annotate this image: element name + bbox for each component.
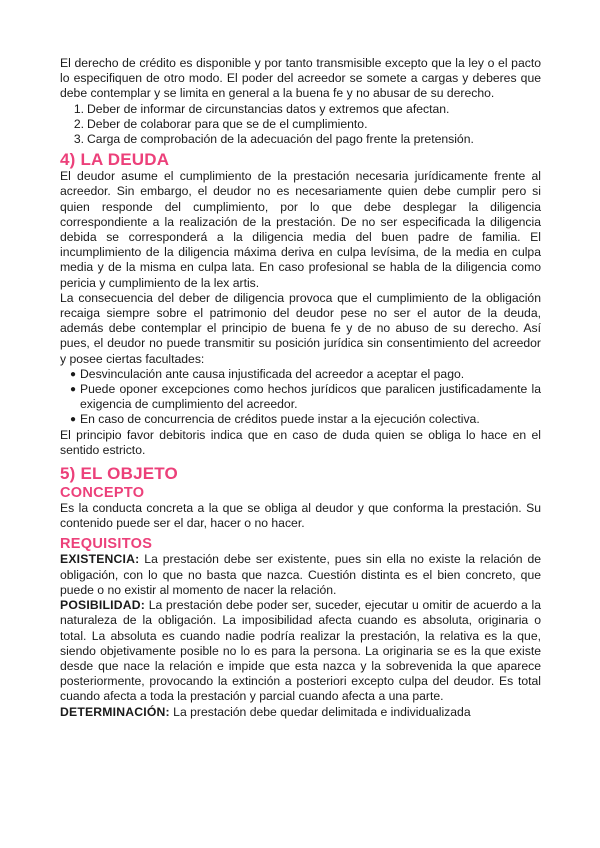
list-item bbox=[70, 382, 541, 412]
list-text: Deber de informar de circunstancias datos y extremos que afectan. bbox=[87, 101, 450, 116]
requisito-label: EXISTENCIA: bbox=[60, 552, 140, 567]
list-item bbox=[70, 412, 541, 427]
debtor-faculties-list bbox=[60, 367, 541, 428]
list-text: Carga de comprobación de la adecuación del pago frente la pretensión. bbox=[87, 132, 474, 147]
requisito-text: La prestación debe quedar delimitada e individualizada bbox=[169, 704, 471, 719]
requisito-existencia bbox=[60, 552, 541, 598]
bullet-icon: ● bbox=[70, 414, 77, 426]
intro-paragraph: El derecho de crédito es disponible y por tanto transmisible excepto que la ley o el pacto lo especifiquen de otro modo. El poder del acreedor se somete a cargas y deberes que debe contemplar y se limita en general a la buena fe y no abusar de su derecho. bbox=[60, 56, 541, 101]
list-item bbox=[70, 367, 541, 382]
list-number: 3. bbox=[73, 132, 84, 147]
subheading-requisitos: REQUISITOS bbox=[60, 536, 153, 553]
list-item bbox=[70, 117, 541, 132]
requisito-label: DETERMINACIÓN: bbox=[60, 704, 170, 719]
bullet-icon: ● bbox=[70, 368, 77, 380]
list-text: En caso de concurrencia de créditos puede instar a la ejecución colectiva. bbox=[80, 412, 480, 427]
concepto-paragraph: Es la conducta concreta a la que se obliga al deudor y que conforma la prestación. Su contenido puede ser el dar, hacer o no hacer. bbox=[60, 501, 541, 531]
list-number: 2. bbox=[73, 116, 84, 131]
requisito-label: POSIBILIDAD: bbox=[60, 598, 146, 613]
bullet-icon: ● bbox=[70, 384, 77, 396]
requisito-text: La prestación debe ser existente, pues sin ella no existe la relación de obligación, con lo que no basta que nazca. Cuestión distinta es el bien concreto, que puede o no existir al momento de nacer la relación. bbox=[60, 552, 541, 597]
section-heading-objeto: 5) EL OBJETO bbox=[60, 464, 178, 484]
list-item bbox=[70, 132, 541, 147]
creditor-duties-list bbox=[60, 102, 541, 148]
list-number: 1. bbox=[73, 101, 84, 116]
list-text: Puede oponer excepciones como hechos jurídicos que paralicen justificadamente la exigencia de cumplimiento del acreedor. bbox=[80, 382, 541, 412]
deuda-paragraph-1: El deudor asume el cumplimiento de la prestación necesaria jurídicamente frente al acreedor. Sin embargo, el deudor no es necesariamente quien debe cumplir pero si quien responde del cumplimiento, por lo que debe desplegar la diligencia correspondiente a la realización de la prestación. De no ser especificada la diligencia debida se corresponderá a la diligencia media del buen padre de familia. El incumplimiento de la diligencia máxima deriva en culpa levísima, de la media en culpa media y de la misma en culpa lata. En caso profesional se habla de la diligencia como pericia y cumplimiento de la lex artis. bbox=[60, 169, 541, 290]
deuda-paragraph-3: El principio favor debitoris indica que en caso de duda quien se obliga lo hace en el sentido estricto. bbox=[60, 427, 541, 457]
list-item bbox=[70, 102, 541, 117]
list-text: Deber de colaborar para que se de el cumplimiento. bbox=[87, 116, 368, 131]
deuda-paragraph-2: La consecuencia del deber de diligencia provoca que el cumplimiento de la obligación recaiga siempre sobre el patrimonio del deudor pese no ser el autor de la deuda, además debe contemplar el principio de buena fe y de no abuso de su derecho. Así pues, el deudor no puede transmitir su posición jurídica sin consentimiento del acreedor y posee ciertas facultades: bbox=[60, 290, 541, 366]
requisito-determinacion bbox=[60, 705, 541, 720]
requisito-posibilidad bbox=[60, 598, 541, 704]
list-text: Desvinculación ante causa injustificada del acreedor a aceptar el pago. bbox=[80, 366, 465, 381]
requisito-text: La prestación debe poder ser, suceder, ejecutar u omitir de acuerdo a la naturaleza de la obligación. La imposibilidad afecta cuando es absoluta, originaria o total. La absoluta es cuando nadie podría realizar la prestación, la relativa es la que, siendo objetivamente posible no lo es para la persona. La originaria se es la que existe desde que nace la relación e impide que esta nazca y la sobrevenida la que aparece posteriormente, provocando la extinción a posteriori excepto culpa del deudor. Es total cuando afecta a toda la prestación y parcial cuando afecta a una parte. bbox=[60, 598, 541, 704]
section-heading-deuda: 4) LA DEUDA bbox=[60, 150, 170, 170]
subheading-concepto: CONCEPTO bbox=[60, 485, 145, 502]
